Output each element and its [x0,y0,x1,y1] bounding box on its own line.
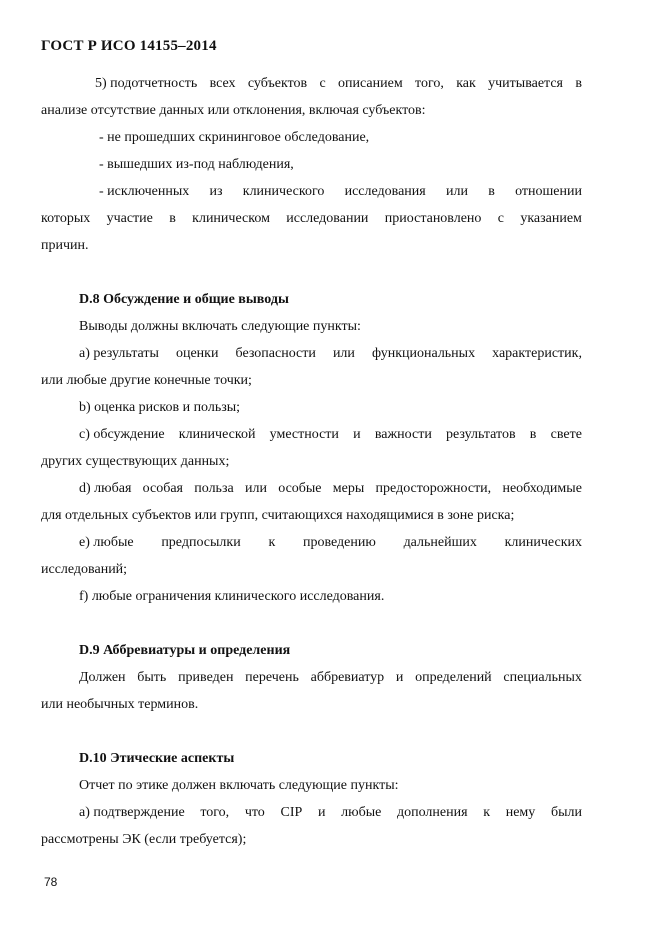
word: в [169,211,176,226]
word: безопасности [235,346,316,361]
word: того, [200,805,230,820]
word: a) результаты [79,346,159,361]
word: которых [41,211,91,226]
word: проведению [302,535,376,550]
word: определений [415,670,492,685]
paragraph-line: причин. [41,238,89,253]
word: клинической [178,427,256,442]
list-item-d [79,480,582,498]
word: быть [137,670,167,685]
justified-line [95,75,582,93]
word: 5) подотчетность [95,76,198,91]
word: необходимые [502,481,582,496]
list-item-c [79,426,582,444]
word: в [529,427,537,442]
word: важности [374,427,432,442]
list-item-e [79,534,582,552]
word: d) любая [79,481,132,496]
word: описанием [338,76,403,91]
word: исследовании [286,211,369,226]
word: CIP [280,805,303,820]
bullet-dropped-out: - вышедших из-под наблюдения, [99,157,294,172]
word: клиническом [192,211,270,226]
justified-line [79,669,582,687]
word: характеристик, [492,346,582,361]
paragraph-line: или любые другие конечные точки; [41,373,252,388]
word: указанием [520,211,582,226]
word: Должен [79,670,126,685]
word: исследования [344,184,426,199]
word: всех [209,76,236,91]
paragraph-line: анализе отсутствие данных или отклонения, включая субъектов: [41,103,426,118]
word: в [488,184,495,199]
word: или [244,481,267,496]
word: нему [505,805,536,820]
word: клинических [504,535,582,550]
word: польза [194,481,234,496]
word: с [319,76,326,91]
section-heading-d8: D.8 Обсуждение и общие выводы [79,292,289,307]
word: дополнения [397,805,468,820]
word: того, [415,76,444,91]
paragraph-line: Выводы должны включать следующие пункты: [79,319,361,334]
word: оценки [175,346,219,361]
word: что [244,805,265,820]
word: предпосылки [161,535,241,550]
word: к [483,805,491,820]
word: уместности [269,427,339,442]
word: меры [332,481,365,496]
word: учитывается [488,76,563,91]
word: дальнейших [403,535,477,550]
list-item-f: f) любые ограничения клинического исследования. [79,589,385,604]
word: участие [106,211,153,226]
list-item-a [79,804,582,822]
word: приостановлено [384,211,482,226]
paragraph-line: Отчет по этике должен включать следующие пункты: [79,778,399,793]
word: особая [142,481,183,496]
word: результатов [446,427,516,442]
word: a) подтверждение [79,805,185,820]
word: и [353,427,361,442]
paragraph-line: рассмотрены ЭК (если требуется); [41,832,247,847]
word: или [332,346,355,361]
word: приведен [178,670,234,685]
word: функциональных [371,346,476,361]
word: субъектов [247,76,308,91]
section-heading-d9: D.9 Аббревиатуры и определения [79,643,291,658]
word: и [317,805,326,820]
word: перечень [245,670,299,685]
word: клинического [242,184,325,199]
word: и [395,670,404,685]
word: - исключенных [99,184,190,199]
word: или [445,184,468,199]
word: особые [278,481,322,496]
word: были [550,805,582,820]
list-item-a [79,345,582,363]
word: отношении [515,184,582,199]
document-header: ГОСТ Р ИСО 14155–2014 [41,38,217,54]
word: в [575,76,582,91]
bullet-excluded [99,183,582,201]
word: как [456,76,476,91]
word: к [268,535,276,550]
word: с [497,211,504,226]
justified-line [41,210,582,228]
word: из [209,184,223,199]
word: специальных [503,670,582,685]
word: c) обсуждение [79,427,165,442]
word: аббревиатур [310,670,385,685]
word: e) любые [79,535,134,550]
word: любые [341,805,382,820]
section-heading-d10: D.10 Этические аспекты [79,751,235,766]
bullet-not-screened: - не прошедших скрининговое обследование, [99,130,370,145]
word: предосторожности, [375,481,492,496]
paragraph-line: исследований; [41,562,128,577]
paragraph-line: или необычных терминов. [41,697,199,712]
paragraph-line: для отдельных субъектов или групп, считающихся находящимися в зоне риска; [41,508,515,523]
paragraph-line: других существующих данных; [41,454,230,469]
word: свете [550,427,582,442]
list-item-b: b) оценка рисков и пользы; [79,400,241,415]
page-number: 78 [44,875,58,889]
